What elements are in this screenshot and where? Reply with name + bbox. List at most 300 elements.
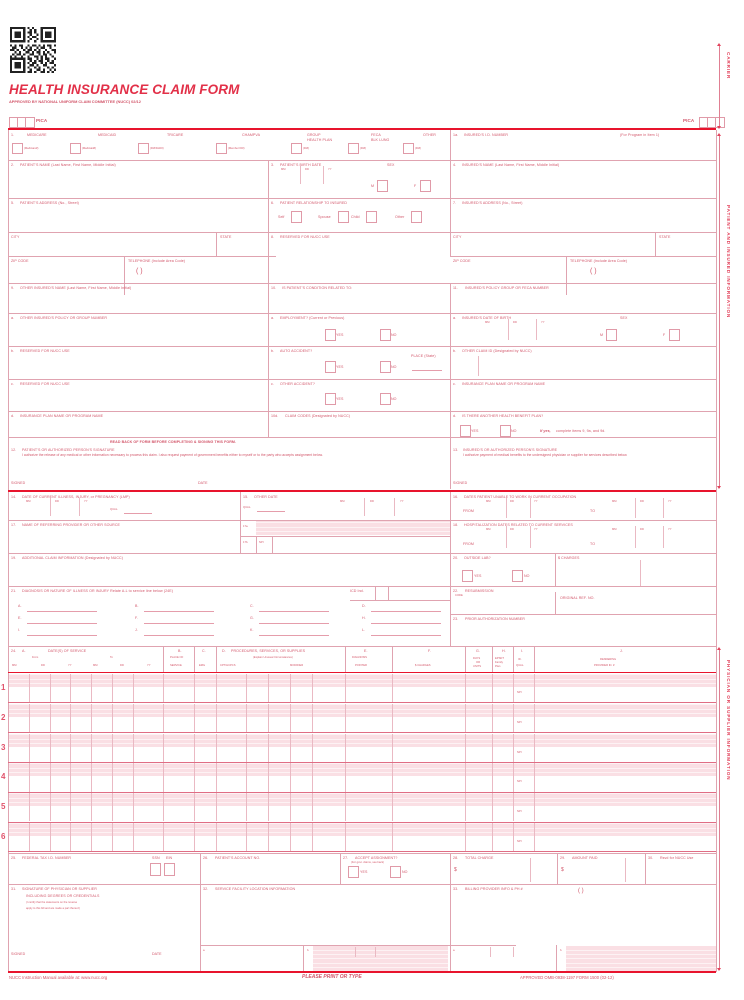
service-line-column-divider xyxy=(216,674,217,702)
service-line-column-divider xyxy=(312,734,313,762)
item26-number: 26. xyxy=(203,856,209,860)
item1-checkbox-medicaid[interactable] xyxy=(70,143,81,154)
service-line-column-divider xyxy=(163,763,164,791)
service-line-column-divider xyxy=(216,823,217,851)
service-line-column-divider xyxy=(216,763,217,791)
service-line-column-divider xyxy=(91,674,92,702)
item11a-sex-label: SEX xyxy=(620,316,628,320)
service-line-column-divider xyxy=(534,763,535,791)
dx-label-C: C. xyxy=(250,604,254,608)
item19-number: 19. xyxy=(11,556,17,560)
item24-col-d: D. xyxy=(222,649,226,653)
item24-col-c-label: EMG xyxy=(199,664,206,667)
item6-opt-self-label: Self xyxy=(278,215,285,219)
item10d-number: 10d. xyxy=(271,414,279,418)
item22-label: RESUBMISSION xyxy=(465,589,494,593)
item9d-number: d. xyxy=(11,414,15,418)
service-line-column-divider xyxy=(345,674,346,702)
item13-authorization-text: I authorize payment of medical benefits to the undersigned physician or supplier for services described below. xyxy=(463,453,628,457)
item25-checkbox-ein[interactable] xyxy=(164,863,175,876)
service-line-column-divider xyxy=(492,704,493,732)
service-line-column-divider xyxy=(290,674,291,702)
item10a-no-label: NO xyxy=(391,333,397,337)
service-line-column-divider xyxy=(345,763,346,791)
service-line-column-divider xyxy=(312,763,313,791)
pica-label-right: PICA xyxy=(683,118,695,123)
service-line-column-divider xyxy=(70,793,71,821)
item24-col-f-label: $ CHARGES xyxy=(415,664,431,667)
service-line-column-divider xyxy=(194,823,195,851)
service-line-column-divider xyxy=(194,763,195,791)
item12-authorization-text: I authorize the release of any medical or other information necessary to process this claim. I also request payment of government benefits either to myself or to the party who accepts assignment below. xyxy=(22,453,323,457)
item1-checkbox-feca-blk-lung[interactable] xyxy=(348,143,359,154)
item20-checkbox-no[interactable] xyxy=(512,570,523,582)
service-line-column-divider xyxy=(392,704,393,732)
item3-checkbox-female[interactable] xyxy=(420,180,431,192)
service-line-column-divider xyxy=(29,734,30,762)
item16-to-dd: DD xyxy=(640,500,644,503)
item28-number: 28. xyxy=(453,856,459,860)
item18-from-yy: YY xyxy=(534,528,538,531)
item18-to-mm: MM xyxy=(612,528,617,531)
item10b-yes-label: YES xyxy=(336,365,344,369)
service-line-column-divider xyxy=(492,674,493,702)
item25-checkbox-ssn[interactable] xyxy=(150,863,161,876)
dx-label-G: G. xyxy=(250,616,254,620)
item24-number: 24. xyxy=(11,649,17,653)
item12-number: 12. xyxy=(11,448,17,452)
service-line-column-divider xyxy=(163,704,164,732)
header-red-bar xyxy=(8,128,716,130)
item11-label: INSURED'S POLICY GROUP OR FECA NUMBER xyxy=(465,286,549,290)
footer-center-text: PLEASE PRINT OR TYPE xyxy=(302,974,362,980)
item6-opt-child-label: Child xyxy=(351,215,360,219)
side-tab-carrier: CARRIER xyxy=(726,52,731,80)
item14-yy: YY xyxy=(84,500,88,503)
item22-orig-ref-label: ORIGINAL REF. NO. xyxy=(560,596,595,600)
item10c-number: c. xyxy=(271,382,274,386)
service-line-column-divider xyxy=(392,823,393,851)
item3-checkbox-male[interactable] xyxy=(377,180,388,192)
item10c-label: OTHER ACCIDENT? xyxy=(280,382,315,386)
service-line-column-divider xyxy=(50,674,51,702)
item23-label: PRIOR AUTHORIZATION NUMBER xyxy=(465,617,525,621)
item20-charges-label: $ CHARGES xyxy=(558,556,580,560)
item11a-checkbox-male[interactable] xyxy=(606,329,617,341)
item18-number: 18. xyxy=(453,523,459,527)
service-line-column-divider xyxy=(534,704,535,732)
item10a-yes-label: YES xyxy=(336,333,344,337)
item27-label: ACCEPT ASSIGNMENT? xyxy=(355,856,398,860)
item16-to-yy: YY xyxy=(668,500,672,503)
item25-number: 25. xyxy=(11,856,17,860)
service-line-column-divider xyxy=(216,704,217,732)
item24-col-f: F. xyxy=(428,649,431,653)
service-line-npi-label: NPI xyxy=(517,720,522,724)
service-line-column-divider xyxy=(534,823,535,851)
item1-opt1-label: MEDICAID xyxy=(98,133,117,137)
item1-checkbox-medicare[interactable] xyxy=(12,143,23,154)
service-line-column-divider xyxy=(513,674,514,702)
item10a-number: a. xyxy=(271,316,275,320)
item32b-label: b. xyxy=(307,949,310,952)
service-line-column-divider xyxy=(163,823,164,851)
item24-col-c: C. xyxy=(202,649,206,653)
item14-dd: DD xyxy=(55,500,59,503)
item6-label: PATIENT RELATIONSHIP TO INSURED xyxy=(280,201,348,205)
item11d-note-bold: If yes, xyxy=(540,429,551,433)
item13-label: INSURED'S OR AUTHORIZED PERSON'S SIGNATURE xyxy=(463,448,558,452)
service-line-column-divider xyxy=(194,734,195,762)
service-line-column-divider xyxy=(465,674,466,702)
service-line-column-divider xyxy=(268,823,269,851)
service-line-column-divider xyxy=(29,793,30,821)
service-line-column-divider xyxy=(163,734,164,762)
item3-number: 3. xyxy=(271,163,275,167)
item10d-label: CLAIM CODES (Designated by NUCC) xyxy=(285,414,351,418)
item11d-number: d. xyxy=(453,414,457,418)
service-line-column-divider xyxy=(345,734,346,762)
service-line-column-divider xyxy=(290,823,291,851)
item29-number: 29. xyxy=(560,856,566,860)
item1-opt6-label: OTHER xyxy=(423,133,436,137)
item12-label: PATIENT'S OR AUTHORIZED PERSON'S SIGNATURE xyxy=(22,448,115,452)
item1-opt4-sub: (ID#) xyxy=(303,147,309,150)
item18-from-dd: DD xyxy=(510,528,514,531)
item9c-number: c. xyxy=(11,382,14,386)
service-line-column-divider xyxy=(112,704,113,732)
item24-col-e-label: DIAGNOSIS xyxy=(352,656,367,659)
item11d-checkbox-yes[interactable] xyxy=(460,425,471,437)
service-line-column-divider xyxy=(70,734,71,762)
service-line-column-divider xyxy=(246,823,247,851)
service-line-number: 5 xyxy=(1,802,6,812)
item16-to-mm: MM xyxy=(612,500,617,503)
item18-label: HOSPITALIZATION DATES RELATED TO CURRENT SERVICES xyxy=(464,523,573,527)
item11c-label: INSURANCE PLAN NAME OR PROGRAM NAME xyxy=(462,382,546,386)
service-line-column-divider xyxy=(465,823,466,851)
item28-dollar: $ xyxy=(454,867,457,873)
service-line-column-divider xyxy=(345,704,346,732)
item15-dd: DD xyxy=(370,500,374,503)
item30-label: Rsvd for NUCC Use xyxy=(660,856,694,860)
service-line-column-divider xyxy=(112,793,113,821)
item9d-label: INSURANCE PLAN NAME OR PROGRAM NAME xyxy=(20,414,104,418)
item8-number: 8. xyxy=(271,235,275,239)
item31-label3: (I certify that the statements on the reverse xyxy=(26,901,78,904)
item11a-number: a. xyxy=(453,316,457,320)
pica-box-left-3[interactable] xyxy=(25,117,35,128)
item10b-no-label: NO xyxy=(391,365,397,369)
dx-label-I: I. xyxy=(18,628,21,632)
item1-opt3-sub: (Member ID#) xyxy=(228,147,245,150)
item11a-f-label: F xyxy=(663,333,666,337)
service-line-npi-label: NPI xyxy=(517,750,522,754)
item24-col-g-label: DAYS xyxy=(473,657,481,660)
item33b-label: b. xyxy=(560,949,563,952)
item1-opt3-label: CHAMPVA xyxy=(242,133,261,137)
service-line-number: 6 xyxy=(1,832,6,841)
item10b-checkbox-yes[interactable] xyxy=(325,361,336,373)
item27-checkbox-yes[interactable] xyxy=(348,866,359,878)
service-line-shaded-band[interactable] xyxy=(9,823,716,836)
item3-m-label: M xyxy=(371,184,375,188)
item1-number: 1. xyxy=(11,133,15,137)
service-line-column-divider xyxy=(50,793,51,821)
item16-number: 16. xyxy=(453,495,459,499)
item22-code-label: CODE xyxy=(455,594,463,597)
service-line-npi-label: NPI xyxy=(517,691,522,694)
service-line-npi-label: NPI xyxy=(517,810,522,814)
service-line-column-divider xyxy=(246,793,247,821)
item33-label: BILLING PROVIDER INFO & PH # xyxy=(465,887,523,891)
item6-checkbox-self[interactable] xyxy=(291,211,302,223)
item9-label: OTHER INSURED'S NAME (Last Name, First Name, Middle Initial) xyxy=(20,286,132,290)
service-line-column-divider xyxy=(268,704,269,732)
item6-opt-spouse-label: Spouse xyxy=(318,215,331,219)
item1-opt1-sub: (Medicaid#) xyxy=(82,147,97,150)
service-line-shaded-band[interactable] xyxy=(9,793,716,806)
service-line-column-divider xyxy=(194,674,195,702)
item1-checkbox-other[interactable] xyxy=(403,143,414,154)
service-line-number: 3 xyxy=(1,742,6,752)
item11a-yy: YY xyxy=(541,321,545,324)
item6-checkbox-spouse[interactable] xyxy=(338,211,349,223)
item32a-label: a. xyxy=(203,949,206,952)
item6-number: 6. xyxy=(271,201,275,205)
read-back-notice: READ BACK OF FORM BEFORE COMPLETING & SIGNING THIS FORM. xyxy=(110,440,237,444)
item24-col-h: H. xyxy=(502,649,506,653)
item33-phone-paren: ( ) xyxy=(578,888,584,894)
dx-label-H: H. xyxy=(362,616,366,620)
service-line-column-divider xyxy=(312,674,313,702)
item1-opt5-label: FECA xyxy=(371,133,381,137)
item24-col-i-label: ID. xyxy=(518,658,522,661)
item31-label4: apply to this bill and are made a part thereof.) xyxy=(26,907,81,910)
item33a-label: a. xyxy=(453,949,456,952)
item1-opt6-sub: (ID#) xyxy=(415,147,421,150)
service-line-column-divider xyxy=(50,704,51,732)
item29-label: AMOUNT PAID xyxy=(572,856,598,860)
item12-signed-label: SIGNED xyxy=(11,481,26,485)
service-line-shaded-band[interactable] xyxy=(9,674,716,687)
footer-left-text: NUCC Instruction Manual available at: www.nucc.org xyxy=(9,975,108,980)
service-line-column-divider xyxy=(216,793,217,821)
item6-checkbox-other[interactable] xyxy=(411,211,422,223)
service-line-divider xyxy=(8,851,716,852)
service-line-column-divider xyxy=(290,763,291,791)
service-line-column-divider xyxy=(216,734,217,762)
service-line-column-divider xyxy=(392,674,393,702)
service-line-column-divider xyxy=(246,734,247,762)
dx-label-E: E. xyxy=(18,616,22,620)
item14-qual-label: QUAL. xyxy=(110,508,119,511)
service-line-column-divider xyxy=(91,823,92,851)
item11a-m-label: M xyxy=(600,333,604,337)
item20-number: 20. xyxy=(453,556,459,560)
item27-sub: (For govt. claims, see back) xyxy=(351,861,385,864)
form-subtitle: APPROVED BY NATIONAL UNIFORM CLAIM COMMITTEE (NUCC) 02/12 xyxy=(9,99,141,104)
item1-opt2-sub: (ID#/DoD#) xyxy=(150,147,164,150)
item15-qual-label: QUAL. xyxy=(243,506,252,509)
item16-from-label: FROM xyxy=(463,509,474,513)
service-line-column-divider xyxy=(268,734,269,762)
dx-label-B: B. xyxy=(135,604,139,608)
item1-opt5-label2: BLK LUNG xyxy=(371,138,390,142)
item11d-checkbox-no[interactable] xyxy=(500,425,511,437)
item3-f-label: F xyxy=(414,184,417,188)
item24-col-j: J. xyxy=(620,649,623,653)
service-line-column-divider xyxy=(50,734,51,762)
item10a-checkbox-yes[interactable] xyxy=(325,329,336,341)
item17a-qual-label: 17a. xyxy=(243,525,249,528)
item13-signed-label: SIGNED xyxy=(453,481,468,485)
service-line-column-divider xyxy=(312,793,313,821)
service-line-shaded-band[interactable] xyxy=(9,734,716,747)
item2-number: 2. xyxy=(11,163,15,167)
service-line-column-divider xyxy=(465,734,466,762)
service-line-column-divider xyxy=(392,734,393,762)
item24-col-b-label: PLACE OF xyxy=(170,656,184,659)
service-line-column-divider xyxy=(29,763,30,791)
item5-number: 5. xyxy=(11,201,15,205)
item22-number: 22. xyxy=(453,589,459,593)
item10a-label: EMPLOYMENT? (Current or Previous) xyxy=(280,316,345,320)
item31-label: SIGNATURE OF PHYSICIAN OR SUPPLIER xyxy=(22,887,97,891)
item2-label: PATIENT'S NAME (Last Name, First Name, Middle Initial) xyxy=(20,163,116,167)
service-line-column-divider xyxy=(112,674,113,702)
item1-opt4-label: GROUP xyxy=(307,133,321,137)
service-line-column-divider xyxy=(492,793,493,821)
service-line-column-divider xyxy=(70,704,71,732)
service-line-column-divider xyxy=(112,823,113,851)
item24-cpt-label: CPT/HCPCS xyxy=(220,664,236,667)
service-line-column-divider xyxy=(513,734,514,762)
service-line-column-divider xyxy=(312,704,313,732)
item10c-checkbox-yes[interactable] xyxy=(325,393,336,405)
item24-from-mm: MM xyxy=(12,664,17,667)
service-line-column-divider xyxy=(91,763,92,791)
item5-zip-label: ZIP CODE xyxy=(11,259,29,263)
service-line-column-divider xyxy=(194,793,195,821)
item5-city-label: CITY xyxy=(11,235,20,239)
item1-opt5-sub: (ID#) xyxy=(360,147,366,150)
item11a-checkbox-female[interactable] xyxy=(669,329,680,341)
service-line-column-divider xyxy=(492,734,493,762)
service-line-column-divider xyxy=(133,763,134,791)
service-line-column-divider xyxy=(534,793,535,821)
service-line-column-divider xyxy=(492,763,493,791)
service-line-column-divider xyxy=(465,704,466,732)
service-line-column-divider xyxy=(465,793,466,821)
footer-right-text: APPROVED OMB-0938-1197 FORM 1500 (02-12) xyxy=(520,975,614,980)
item16-from-yy: YY xyxy=(534,500,538,503)
service-line-column-divider xyxy=(29,823,30,851)
item24-col-j-label: RENDERING xyxy=(600,658,617,661)
item26-label: PATIENT'S ACCOUNT NO. xyxy=(215,856,261,860)
item10c-checkbox-no[interactable] xyxy=(380,393,391,405)
mid-red-bar xyxy=(8,490,716,492)
service-line-column-divider xyxy=(91,793,92,821)
service-line-column-divider xyxy=(345,823,346,851)
service-line-shaded-band[interactable] xyxy=(9,763,716,776)
service-line-column-divider xyxy=(513,823,514,851)
item1-checkbox-champva[interactable] xyxy=(216,143,227,154)
service-line-column-divider xyxy=(50,763,51,791)
item21-label: DIAGNOSIS OR NATURE OF ILLNESS OR INJURY Relate A-L to service line below (24E) xyxy=(22,589,173,593)
item6-checkbox-child[interactable] xyxy=(366,211,377,223)
item24-col-e-label2: POINTER xyxy=(355,664,367,667)
service-line-column-divider xyxy=(268,674,269,702)
item10b-number: b. xyxy=(271,349,275,353)
item1a-number: 1a. xyxy=(453,133,459,137)
item1-checkbox-group-health-plan[interactable] xyxy=(291,143,302,154)
service-line-column-divider xyxy=(268,763,269,791)
item16-from-mm: MM xyxy=(486,500,491,503)
item24-from-yy: YY xyxy=(68,664,72,667)
item7-city-label: CITY xyxy=(453,235,462,239)
item16-label: DATES PATIENT UNABLE TO WORK IN CURRENT OCCUPATION xyxy=(464,495,577,499)
item25-label: FEDERAL TAX I.D. NUMBER xyxy=(22,856,72,860)
item1-checkbox-tricare[interactable] xyxy=(138,143,149,154)
item19-label: ADDITIONAL CLAIM INFORMATION (Designated by NUCC) xyxy=(22,556,123,560)
item27-checkbox-no[interactable] xyxy=(390,866,401,878)
item21-icd-ind-label: ICD Ind. xyxy=(350,589,364,593)
item24-to-yy: YY xyxy=(147,664,151,667)
item24-col-i: I. xyxy=(521,649,524,653)
item17-number: 17. xyxy=(11,523,17,527)
item14-mm: MM xyxy=(26,500,31,503)
item24-col-g-label2: OR xyxy=(476,661,481,664)
item24-col-h-label3: Plan xyxy=(495,665,501,668)
service-line-shaded-band[interactable] xyxy=(9,704,716,717)
item11d-label: IS THERE ANOTHER HEALTH BENEFIT PLAN? xyxy=(462,414,544,418)
item32-label: SERVICE FACILITY LOCATION INFORMATION xyxy=(215,887,296,891)
item10c-yes-label: YES xyxy=(336,397,344,401)
item10c-no-label: NO xyxy=(391,397,397,401)
item24-col-e: E. xyxy=(364,649,368,653)
service-line-column-divider xyxy=(91,704,92,732)
service-line-column-divider xyxy=(534,674,535,702)
item17-label: NAME OF REFERRING PROVIDER OR OTHER SOURCE xyxy=(22,523,121,527)
item27-number: 27. xyxy=(343,856,349,860)
service-line-column-divider xyxy=(290,704,291,732)
item7-zip-label: ZIP CODE xyxy=(453,259,471,263)
item10b-checkbox-no[interactable] xyxy=(380,361,391,373)
item3-yy: YY xyxy=(328,168,332,171)
service-line-column-divider xyxy=(112,763,113,791)
service-line-column-divider xyxy=(534,734,535,762)
service-line-column-divider xyxy=(246,674,247,702)
service-line-column-divider xyxy=(163,674,164,702)
side-tab-physician-supplier: PHYSICIAN OR SUPPLIER INFORMATION xyxy=(726,660,731,781)
item4-label: INSURED'S NAME (Last Name, First Name, Middle Initial) xyxy=(462,163,560,167)
service-line-column-divider xyxy=(70,823,71,851)
item11d-yes-label: YES xyxy=(471,429,479,433)
service-line-column-divider xyxy=(392,763,393,791)
item24-col-i-label2: QUAL. xyxy=(516,664,525,667)
item17b-qual-label: 17b. xyxy=(243,541,249,544)
item1-opt4-label2: HEALTH PLAN xyxy=(307,138,333,142)
service-line-column-divider xyxy=(268,793,269,821)
item31-date-label: DATE xyxy=(152,952,162,956)
item1a-label: INSURED'S I.D. NUMBER xyxy=(464,133,509,137)
item20-checkbox-yes[interactable] xyxy=(462,570,473,582)
item10b-label: AUTO ACCIDENT? xyxy=(280,349,313,353)
service-line-column-divider xyxy=(91,734,92,762)
item10a-checkbox-no[interactable] xyxy=(380,329,391,341)
item9-number: 9. xyxy=(11,286,15,290)
